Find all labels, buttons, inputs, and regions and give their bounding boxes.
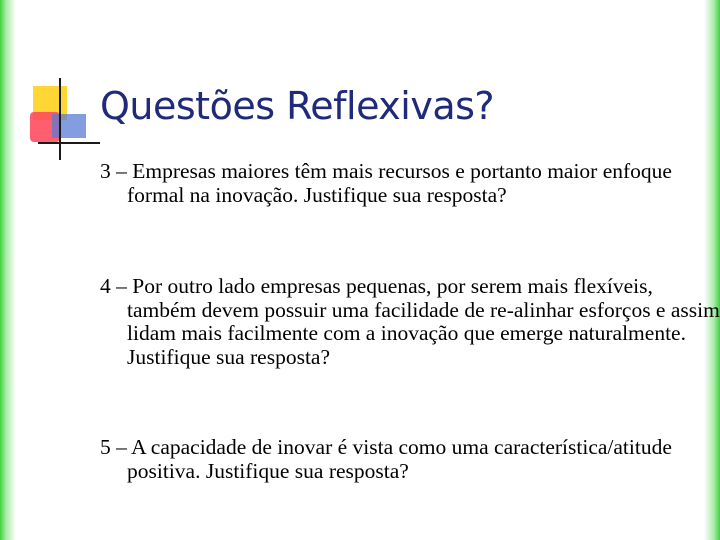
question-3: 3 – Empresas maiores têm mais recursos e portanto maior enfoque formal na inovação. Justifique sua resposta? <box>100 159 672 207</box>
blue-square <box>52 114 86 138</box>
slide-title: Questões Reflexivas? <box>100 84 495 128</box>
question-5: 5 – A capacidade de inovar é vista como uma característica/atitude positiva. Justifique sua resposta? <box>100 435 672 483</box>
question-4: 4 – Por outro lado empresas pequenas, por serem mais flexíveis, também devem possuir uma facilidade de re-alinhar esforços e assim lidam mais facilmente com a inovação que emerge naturalmente. Justifique sua resposta? <box>100 274 720 369</box>
decorative-squares-icon <box>0 0 110 170</box>
